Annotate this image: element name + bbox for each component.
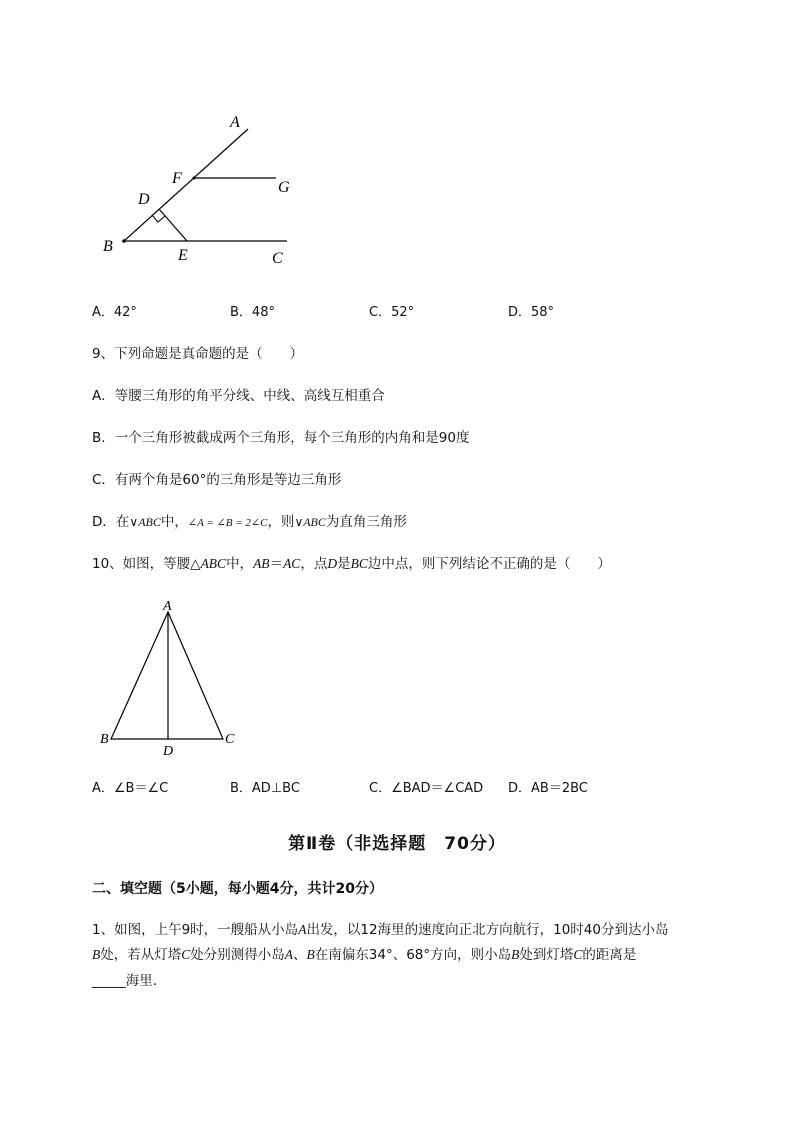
q10-stem-ab: AB (253, 556, 270, 571)
q8-option-a: A．42° (92, 305, 137, 320)
q10-stem-part4: 是 (337, 556, 351, 572)
label-d: D (138, 191, 150, 208)
q10-option-a: A．∠B＝∠C (92, 781, 169, 796)
q10-option-d: D．AB＝2BC (508, 781, 588, 796)
q10-stem-abc: ABC (200, 556, 227, 571)
q9-d-triangle-2: ∨ABC (294, 515, 326, 529)
fill-q1-l2-f: 的距离是 (582, 947, 637, 963)
line-ba (124, 129, 248, 241)
label-g: G (278, 179, 290, 196)
q9-option-d (92, 513, 407, 532)
fill-q1-island-b3: B (511, 947, 520, 962)
point-f (193, 177, 196, 180)
label-b: B (100, 732, 109, 747)
point-b (122, 239, 126, 243)
fill-q1-island-b: B (92, 947, 101, 962)
q10-stem-bc: BC (350, 556, 368, 571)
fill-q1-lighthouse-c2: C (573, 947, 583, 962)
q8-option-c: C．52° (369, 305, 415, 320)
q10-stem (92, 555, 611, 573)
fill-q1-line3: _____海里． (92, 973, 167, 989)
fill-q1-l2-d: 在南偏东34°、68°方向，则小岛 (314, 947, 512, 963)
q8-option-b: B．48° (230, 305, 275, 320)
label-b: B (103, 238, 113, 255)
fill-q1-l2-b: 处分别测得小岛 (190, 947, 285, 963)
q9-option-b: B．一个三角形被截成两个三角形，每个三角形的内角和是90度 (92, 430, 470, 446)
q9-d-triangle-1: ∨ABC (129, 515, 161, 529)
label-c: C (272, 250, 283, 267)
line-de (159, 209, 187, 241)
label-a: A (230, 114, 240, 131)
q9-d-end: 为直角三角形 (325, 514, 407, 530)
q10-stem-d: D (327, 556, 338, 571)
q10-stem-part5: 边中点，则下列结论不正确的是（ ） (367, 556, 611, 572)
q10-option-c: C．∠BAD＝∠CAD (369, 781, 484, 796)
q9-d-prefix: D．在 (92, 514, 130, 530)
fill-q1-line2 (92, 946, 636, 964)
fill-q1-island-a2: A (284, 947, 294, 962)
q9-d-equation: ∠A = ∠B = 2∠C (187, 517, 268, 529)
fill-q1-l1-b: 出发，以12海里的速度向正北方向航行，10时40分到达小岛 (306, 922, 669, 938)
fill-q1-l2-c: 、 (293, 947, 307, 963)
q10-option-b: B．AD⊥BC (230, 781, 300, 796)
fill-q1-line1 (92, 921, 668, 939)
fill-q1-island-b2: B (306, 947, 315, 962)
fill-q1-l1-a: 1、如图，上午9时，一艘船从小岛 (92, 922, 299, 938)
q10-stem-ac: AC (283, 556, 301, 571)
fill-q1-lighthouse-c: C (181, 947, 191, 962)
q10-stem-eq: ＝ (269, 556, 284, 572)
q8-option-d: D．58° (508, 305, 555, 320)
q10-stem-part2: 中， (226, 556, 254, 572)
q10-stem-part1: 10、如图，等腰△ (92, 556, 201, 572)
fill-section-heading: 二、填空题（5小题，每小题4分，共计20分） (92, 881, 383, 897)
label-a: A (163, 599, 172, 614)
q9-d-then: ，则 (267, 514, 295, 530)
right-angle-mark (152, 215, 165, 222)
label-d: D (163, 744, 174, 759)
triangle-abc (111, 612, 223, 739)
figure-angle-diagram (90, 105, 320, 275)
q9-option-a: A．等腰三角形的角平分线、中线、高线互相重合 (92, 388, 385, 404)
q9-stem: 9、下列命题是真命题的是（ ） (92, 346, 304, 362)
q10-stem-part3: ，点 (300, 556, 328, 572)
part2-title: 第Ⅱ卷（非选择题 70分） (288, 834, 506, 854)
q9-d-mid: 中， (160, 514, 188, 530)
label-e: E (178, 247, 188, 264)
fill-q1-l2-e: 处到灯塔 (519, 947, 574, 963)
figure-isosceles-triangle (90, 595, 250, 760)
label-f: F (172, 170, 182, 187)
q9-option-c: C．有两个角是60°的三角形是等边三角形 (92, 472, 342, 488)
fill-q1-island-a: A (298, 922, 307, 937)
label-c: C (225, 732, 235, 747)
fill-q1-l2-a: 处，若从灯塔 (100, 947, 182, 963)
